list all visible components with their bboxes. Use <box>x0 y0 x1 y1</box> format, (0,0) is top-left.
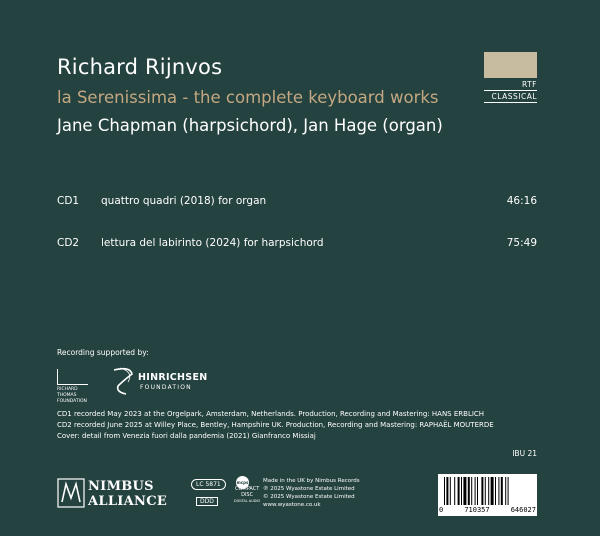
cd-logo-line: COMPACT <box>234 486 260 492</box>
barcode-bar <box>444 477 445 505</box>
rtf-foundation-line: THOMAS <box>57 393 77 398</box>
barcode-digits: 710357 <box>464 506 490 514</box>
credit-line: CD2 recorded June 2025 at Willey Place, Bentley, Hampshire UK. Production, Recording and Mastering: RAPHAËL MOUTERDE <box>57 421 494 429</box>
rtf-classical-logo <box>484 52 537 103</box>
logo-divider <box>484 102 537 103</box>
album-subtitle: la Serenissima - the complete keyboard works <box>57 88 439 107</box>
nimbus-emblem-icon <box>57 478 85 508</box>
barcode-bar <box>458 477 460 505</box>
barcode-bar <box>475 477 476 505</box>
credit-line: CD1 recorded May 2023 at the Orgelpark, Amsterdam, Netherlands. Production, Recording and Mastering: HANS ERBLICH <box>57 410 485 418</box>
support-text: Recording supported by: <box>57 348 149 357</box>
barcode-bar <box>495 477 496 505</box>
composer-name: Richard Rijnvos <box>57 55 223 79</box>
richard-thomas-foundation-logo <box>57 369 91 405</box>
recording-credits <box>57 409 494 442</box>
nimbus-alliance-logo <box>57 478 183 510</box>
barcode-bar <box>454 477 455 505</box>
rtf-foundation-line: FOUNDATION <box>57 399 87 404</box>
mcps-icon: mcps <box>236 476 249 489</box>
made-in-text <box>263 477 360 509</box>
barcode-bar <box>446 477 448 505</box>
performers: Jane Chapman (harpsichord), Jan Hage (organ) <box>57 116 443 135</box>
barcode-bar <box>491 477 494 505</box>
logo-block <box>484 52 537 78</box>
hinrichsen-foundation-logo <box>110 364 220 398</box>
barcode-bar <box>485 477 486 505</box>
cd-logo-line: DISC <box>241 492 254 498</box>
made-in-line: ℗ 2025 Wyastone Estate Limited <box>263 486 355 492</box>
logo-rtf-text: RTF <box>521 80 537 89</box>
rtf-foundation-line: RICHARD <box>57 387 78 392</box>
made-in-line: www.wyastone.co.uk <box>263 502 321 508</box>
ddd-badge: DDD <box>196 497 218 506</box>
made-in-line: © 2025 Wyastone Estate Limited <box>263 494 355 500</box>
barcode-bar <box>501 477 503 505</box>
alliance-text: ALLIANCE <box>88 494 168 509</box>
compact-disc-logo <box>234 486 260 504</box>
credit-line: Cover: detail from Venezia fuori dalla pandemia (2021) Gianfranco Missiaj <box>57 432 316 440</box>
barcode-bar <box>450 477 451 505</box>
barcode-bar <box>461 477 462 505</box>
track-duration: 75:49 <box>506 237 537 249</box>
barcode-bar <box>463 477 466 505</box>
barcode-digits: 0 <box>439 506 444 514</box>
logo-divider <box>484 90 537 91</box>
track-row <box>0 195 600 209</box>
barcode <box>438 474 537 516</box>
rtf-mark-icon <box>57 369 88 385</box>
barcode-bars <box>444 477 532 505</box>
barcode-bar <box>468 477 470 505</box>
track-number: CD2 <box>57 237 80 249</box>
lc-code-badge: LC 5871 <box>191 479 226 490</box>
track-title: quattro quadri (2018) for organ <box>101 195 267 207</box>
barcode-bar <box>505 477 506 505</box>
catalog-number: IBU 21 <box>512 449 537 458</box>
logo-classical-text: CLASSICAL <box>491 92 537 101</box>
barcode-bar <box>477 477 478 505</box>
barcode-bar <box>471 477 472 505</box>
cd-logo-line: DIGITAL AUDIO <box>234 499 261 503</box>
track-row <box>0 237 600 251</box>
barcode-digits: 646027 <box>510 506 536 514</box>
hinrichsen-swirl-icon <box>110 364 138 398</box>
track-number: CD1 <box>57 195 80 207</box>
track-title: lettura del labirinto (2024) for harpsichord <box>101 237 324 249</box>
hinrichsen-sub: FOUNDATION <box>140 384 192 391</box>
track-duration: 46:16 <box>506 195 537 207</box>
barcode-bar <box>481 477 483 505</box>
nimbus-text: NIMBUS <box>88 479 154 494</box>
barcode-bar <box>488 477 489 505</box>
barcode-bar <box>508 477 509 505</box>
made-in-line: Made in the UK by Nimbus Records <box>263 478 360 484</box>
barcode-bar <box>498 477 499 505</box>
hinrichsen-name: HINRICHSEN <box>138 372 208 383</box>
